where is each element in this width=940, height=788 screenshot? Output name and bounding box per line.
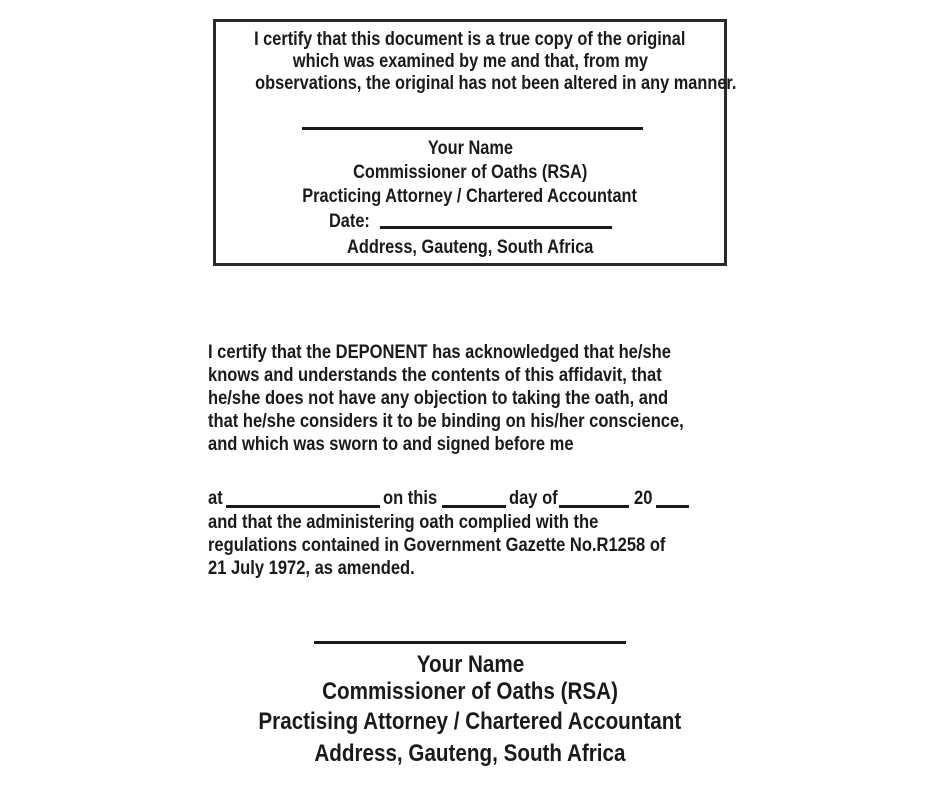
stamp-date-blank: [380, 226, 612, 229]
commissioner-signature-line: [314, 641, 626, 644]
regulation-statement: [208, 511, 734, 580]
commissioner-title: Commissioner of Oaths (RSA): [322, 678, 618, 705]
year-prefix: 20: [634, 488, 653, 509]
month-blank: [559, 505, 629, 508]
stamp-date-label: Date:: [329, 211, 370, 232]
affidavit-line: he/she does not have any objection to taking the oath, and: [208, 388, 669, 409]
regulation-line: regulations contained in Government Gazette No.R1258 of: [208, 535, 666, 556]
stamp-name: Your Name: [427, 138, 513, 159]
day-blank: [442, 505, 506, 508]
commissioner-profession: Practising Attorney / Chartered Accountant: [258, 708, 682, 735]
stamp-profession: Practicing Attorney / Chartered Accountant: [302, 186, 638, 207]
at-label: at: [208, 488, 223, 509]
year-blank: [656, 505, 689, 508]
commissioner-address: Address, Gauteng, South Africa: [314, 740, 626, 767]
affidavit-certification: [208, 341, 755, 456]
stamp-certification-line: observations, the original has not been altered in any manner.: [255, 73, 737, 94]
stamp-address: Address, Gauteng, South Africa: [346, 237, 594, 258]
regulation-line: and that the administering oath complied with the: [208, 512, 599, 533]
affidavit-line: and which was sworn to and signed before me: [208, 434, 574, 455]
certified-copy-stamp: [213, 19, 737, 266]
oath-place-date-line: [208, 487, 708, 511]
affidavit-line: that he/she considers it to be binding on his/her conscience,: [208, 411, 684, 432]
place-blank: [226, 505, 380, 508]
regulation-line: 21 July 1972, as amended.: [208, 558, 415, 579]
on-this-label: on this: [383, 488, 438, 509]
day-of-label: day of: [509, 488, 558, 509]
stamp-title: Commissioner of Oaths (RSA): [352, 162, 588, 183]
stamp-certification-line: which was examined by me and that, from my: [292, 51, 648, 72]
stamp-certification-line: I certify that this document is a true copy of the original: [254, 29, 686, 50]
affidavit-line: knows and understands the contents of this affidavit, that: [208, 365, 662, 386]
commissioner-name: Your Name: [416, 651, 524, 678]
stamp-signature-line: [302, 127, 643, 130]
affidavit-line: I certify that the DEPONENT has acknowledged that he/she: [208, 342, 671, 363]
